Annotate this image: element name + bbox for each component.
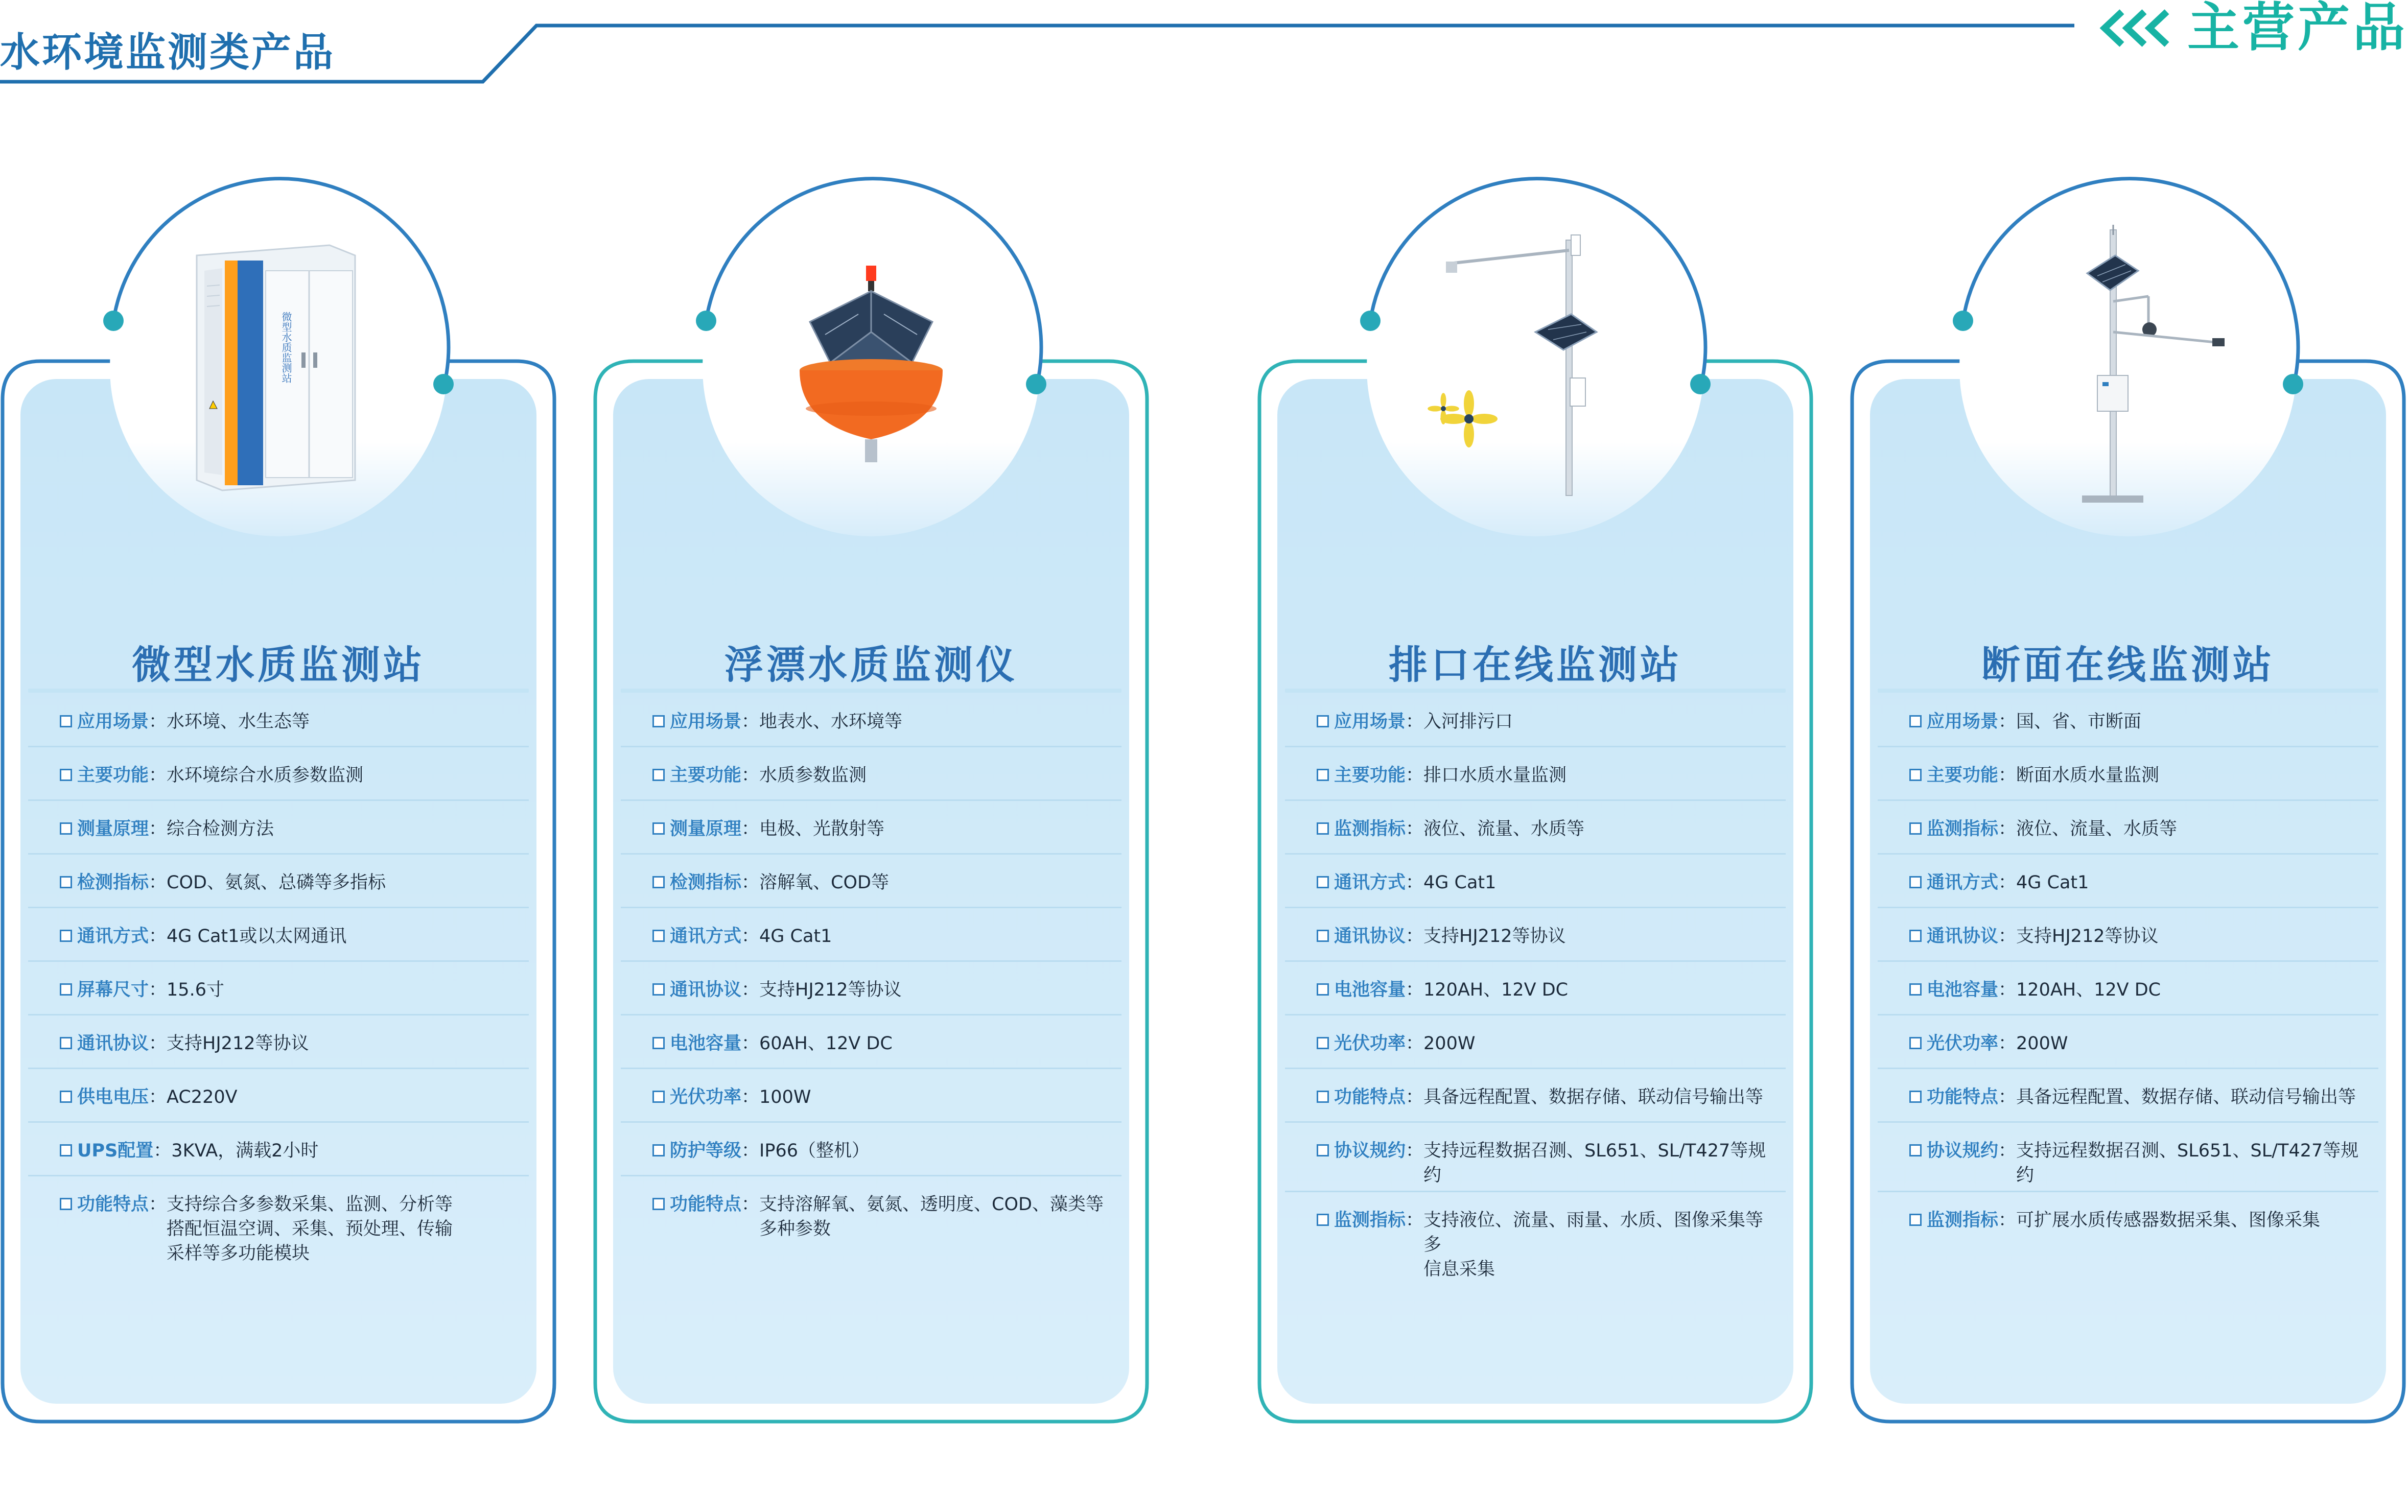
buoy-icon: [769, 255, 973, 480]
spec-value: 支持液位、流量、雨量、水质、图像采集等多 信息采集: [1423, 1210, 1764, 1280]
spec-value: 支持溶解氧、氨氮、透明度、COD、藻类等 多种参数: [759, 1194, 1104, 1239]
spec-key: 主要功能: [1334, 765, 1406, 786]
title-divider: [1285, 689, 1786, 693]
spec-row: [28, 1123, 529, 1176]
spec-separator: ：: [1406, 872, 1424, 893]
spec-row: [1285, 694, 1786, 747]
title-divider: [621, 689, 1121, 693]
checkbox-icon: [1317, 930, 1329, 942]
checkbox-icon: [60, 876, 72, 888]
spec-value: 4G Cat1或以太网通讯: [167, 926, 347, 947]
spec-separator: ：: [1998, 872, 2017, 893]
spec-separator: ：: [153, 1141, 172, 1161]
spec-separator: ：: [1406, 1033, 1424, 1054]
spec-key: 光伏功率: [1334, 1033, 1406, 1054]
checkbox-icon: [1317, 769, 1329, 781]
spec-value: COD、氨氮、总磷等多指标: [167, 872, 386, 893]
spec-value: 支持HJ212等协议: [167, 1033, 309, 1054]
checkbox-icon: [1909, 1214, 1922, 1226]
spec-list: [1285, 694, 1786, 1285]
spec-key: 检测指标: [670, 872, 742, 893]
spec-separator: ：: [741, 819, 760, 839]
spec-value: 4G Cat1: [759, 926, 832, 947]
checkbox-icon: [1317, 876, 1329, 888]
spec-key: 防护等级: [670, 1141, 742, 1161]
spec-key: 光伏功率: [1927, 1033, 1999, 1054]
spec-value: 水环境综合水质参数监测: [167, 765, 364, 786]
spec-key: 监测指标: [1334, 1210, 1406, 1231]
spec-value: 200W: [2016, 1033, 2068, 1054]
title-divider: [28, 689, 529, 693]
spec-key: 应用场景: [1334, 712, 1406, 732]
spec-key: 主要功能: [1927, 765, 1999, 786]
checkbox-icon: [60, 930, 72, 942]
checkbox-icon: [1317, 1214, 1329, 1226]
spec-value: 液位、流量、水质等: [1423, 819, 1585, 839]
spec-row: [1878, 747, 2378, 801]
brand-title: 主营产品: [2187, 0, 2408, 58]
spec-value: 入河排污口: [1423, 712, 1513, 732]
spec-value: 支持远程数据召测、SL651、SL/T427等规约: [1423, 1141, 1766, 1186]
spec-row: [1285, 908, 1786, 962]
spec-value: 综合检测方法: [167, 819, 274, 839]
spec-key: 通讯方式: [670, 926, 742, 947]
spec-key: 应用场景: [77, 712, 149, 732]
spec-value: 支持HJ212等协议: [2016, 926, 2159, 947]
spec-row: [621, 1123, 1121, 1176]
spec-value: 排口水质水量监测: [1423, 765, 1567, 786]
spec-row: [1285, 801, 1786, 855]
spec-row: [621, 962, 1121, 1015]
spec-row: [1285, 1192, 1786, 1285]
spec-value: AC220V: [167, 1087, 238, 1107]
checkbox-icon: [60, 715, 72, 727]
spec-separator: ：: [149, 1194, 167, 1215]
spec-value: 支持HJ212等协议: [1423, 926, 1566, 947]
checkbox-icon: [652, 930, 665, 942]
spec-row: [621, 801, 1121, 855]
product-image: [1367, 199, 1704, 536]
spec-key: 协议规约: [1927, 1141, 1999, 1161]
spec-list: [1878, 694, 2378, 1246]
spec-key: 功能特点: [1334, 1087, 1406, 1107]
spec-row: [28, 908, 529, 962]
checkbox-icon: [60, 1144, 72, 1156]
spec-key: 功能特点: [77, 1194, 149, 1215]
spec-key: 通讯方式: [77, 926, 149, 947]
checkbox-icon: [60, 1198, 72, 1210]
card-title: 排口在线监测站: [1389, 642, 1682, 688]
spec-key: 监测指标: [1334, 819, 1406, 839]
checkbox-icon: [1909, 822, 1922, 835]
spec-row: [1878, 694, 2378, 747]
spec-row: [1878, 908, 2378, 962]
spec-value: 60AH、12V DC: [759, 1033, 893, 1054]
spec-value: 15.6寸: [167, 980, 224, 1000]
svg-text:微型水质监测站: 微型水质监测站: [280, 312, 292, 383]
spec-key: 通讯协议: [1927, 926, 1999, 947]
checkbox-icon: [652, 876, 665, 888]
spec-key: 测量原理: [77, 819, 149, 839]
spec-key: 功能特点: [1927, 1087, 1999, 1107]
spec-row: [1878, 801, 2378, 855]
checkbox-icon: [1909, 983, 1922, 996]
checkbox-icon: [1909, 1091, 1922, 1103]
page-title: 水环境监测类产品: [0, 30, 336, 76]
spec-row: [28, 747, 529, 801]
spec-separator: ：: [1998, 1210, 2017, 1231]
checkbox-icon: [652, 769, 665, 781]
checkbox-icon: [1317, 1037, 1329, 1049]
spec-list: [621, 694, 1121, 1244]
spec-row: [28, 855, 529, 908]
spec-separator: ：: [1998, 1033, 2017, 1054]
spec-separator: ：: [1406, 926, 1424, 947]
spec-value: 120AH、12V DC: [1423, 980, 1569, 1000]
spec-row: [1285, 962, 1786, 1015]
checkbox-icon: [652, 983, 665, 996]
spec-separator: ：: [741, 926, 760, 947]
product-image: [110, 199, 447, 536]
spec-value: 具备远程配置、数据存储、联动信号输出等: [2016, 1087, 2356, 1107]
product-image: [1959, 199, 2297, 536]
spec-value: 水质参数监测: [759, 765, 867, 786]
spec-row: [28, 1069, 529, 1123]
spec-separator: ：: [149, 980, 167, 1000]
spec-key: 监测指标: [1927, 1210, 1999, 1231]
spec-value: 3KVA，满载2小时: [171, 1141, 319, 1161]
spec-value: 120AH、12V DC: [2016, 980, 2161, 1000]
title-divider: [1878, 689, 2378, 693]
spec-value: 电极、光散射等: [759, 819, 885, 839]
spec-value: 断面水质水量监测: [2016, 765, 2160, 786]
spec-key: 测量原理: [670, 819, 742, 839]
spec-row: [1878, 855, 2378, 908]
product-card: [1257, 0, 1814, 1430]
spec-separator: ：: [741, 1087, 760, 1107]
outlet-pole-icon: [1418, 225, 1653, 511]
spec-separator: ：: [149, 926, 167, 947]
spec-value: 200W: [1423, 1033, 1476, 1054]
spec-separator: ：: [1406, 980, 1424, 1000]
spec-key: 电池容量: [1334, 980, 1406, 1000]
card-title: 浮漂水质监测仪: [724, 642, 1018, 688]
spec-row: [1878, 1015, 2378, 1069]
spec-list: [28, 694, 529, 1269]
checkbox-icon: [1909, 876, 1922, 888]
product-card: [593, 0, 1150, 1430]
spec-row: [28, 1176, 529, 1269]
spec-value: 支持远程数据召测、SL651、SL/T427等规约: [2016, 1141, 2359, 1186]
spec-key: 光伏功率: [670, 1087, 742, 1107]
spec-key: 应用场景: [1927, 712, 1999, 732]
product-card: [0, 0, 557, 1430]
spec-key: 供电电压: [77, 1087, 149, 1107]
spec-value: 具备远程配置、数据存储、联动信号输出等: [1423, 1087, 1764, 1107]
checkbox-icon: [60, 983, 72, 996]
spec-key: 通讯方式: [1927, 872, 1999, 893]
spec-value: 国、省、市断面: [2016, 712, 2142, 732]
spec-separator: ：: [1998, 926, 2017, 947]
spec-row: [621, 747, 1121, 801]
checkbox-icon: [1909, 715, 1922, 727]
spec-separator: ：: [1406, 1087, 1424, 1107]
spec-separator: ：: [1406, 819, 1424, 839]
product-card: [1850, 0, 2406, 1430]
spec-key: 通讯协议: [670, 980, 742, 1000]
product-image: [703, 199, 1040, 536]
spec-separator: ：: [149, 1087, 167, 1107]
spec-key: 电池容量: [1927, 980, 1999, 1000]
spec-separator: ：: [149, 765, 167, 786]
spec-row: [28, 962, 529, 1015]
spec-value: 液位、流量、水质等: [2016, 819, 2178, 839]
checkbox-icon: [652, 715, 665, 727]
spec-key: 电池容量: [670, 1033, 742, 1054]
checkbox-icon: [1317, 715, 1329, 727]
card-title: 微型水质监测站: [132, 642, 425, 688]
spec-row: [621, 908, 1121, 962]
spec-key: UPS配置: [77, 1141, 154, 1161]
spec-value: 可扩展水质传感器数据采集、图像采集: [2016, 1210, 2321, 1231]
spec-key: 主要功能: [670, 765, 742, 786]
checkbox-icon: [1317, 1144, 1329, 1156]
checkbox-icon: [1909, 769, 1922, 781]
section-pole-icon: [2010, 220, 2246, 516]
checkbox-icon: [1909, 930, 1922, 942]
checkbox-icon: [60, 1091, 72, 1103]
spec-separator: ：: [1998, 819, 2017, 839]
cabinet-icon: [176, 240, 381, 495]
spec-row: [28, 694, 529, 747]
spec-key: 主要功能: [77, 765, 149, 786]
spec-key: 屏幕尺寸: [77, 980, 149, 1000]
checkbox-icon: [60, 1037, 72, 1049]
spec-separator: ：: [1406, 1141, 1424, 1161]
spec-key: 功能特点: [670, 1194, 742, 1215]
spec-separator: ：: [1998, 980, 2017, 1000]
spec-separator: ：: [149, 712, 167, 732]
spec-separator: ：: [1998, 712, 2017, 732]
spec-value: 支持综合多参数采集、监测、分析等 搭配恒温空调、采集、预处理、传输 采样等多功能模块: [167, 1194, 453, 1264]
checkbox-icon: [652, 1037, 665, 1049]
spec-row: [621, 1015, 1121, 1069]
checkbox-icon: [1317, 822, 1329, 835]
spec-separator: ：: [1998, 1087, 2017, 1107]
spec-separator: ：: [149, 819, 167, 839]
spec-row: [621, 694, 1121, 747]
spec-value: 4G Cat1: [2016, 872, 2089, 893]
spec-row: [1285, 747, 1786, 801]
checkbox-icon: [1317, 1091, 1329, 1103]
spec-key: 应用场景: [670, 712, 742, 732]
spec-separator: ：: [741, 1194, 760, 1215]
spec-key: 通讯协议: [1334, 926, 1406, 947]
checkbox-icon: [652, 1091, 665, 1103]
spec-separator: ：: [741, 1033, 760, 1054]
spec-row: [621, 855, 1121, 908]
spec-row: [621, 1069, 1121, 1123]
spec-key: 监测指标: [1927, 819, 1999, 839]
spec-row: [1878, 1192, 2378, 1246]
spec-value: 水环境、水生态等: [167, 712, 310, 732]
spec-value: 溶解氧、COD等: [759, 872, 889, 893]
spec-row: [621, 1176, 1121, 1244]
spec-separator: ：: [741, 712, 760, 732]
checkbox-icon: [60, 822, 72, 835]
spec-value: 100W: [759, 1087, 811, 1107]
spec-row: [1878, 1069, 2378, 1123]
spec-separator: ：: [741, 872, 760, 893]
spec-row: [1878, 962, 2378, 1015]
spec-value: IP66（整机）: [759, 1141, 870, 1161]
spec-separator: ：: [741, 980, 760, 1000]
spec-separator: ：: [1406, 1210, 1424, 1231]
spec-separator: ：: [741, 1141, 760, 1161]
checkbox-icon: [652, 1198, 665, 1210]
spec-key: 协议规约: [1334, 1141, 1406, 1161]
card-title: 断面在线监测站: [1981, 642, 2275, 688]
spec-value: 地表水、水环境等: [759, 712, 903, 732]
checkbox-icon: [1909, 1037, 1922, 1049]
spec-value: 支持HJ212等协议: [759, 980, 902, 1000]
spec-separator: ：: [1406, 765, 1424, 786]
checkbox-icon: [652, 1144, 665, 1156]
spec-key: 通讯方式: [1334, 872, 1406, 893]
spec-separator: ：: [1998, 765, 2017, 786]
spec-separator: ：: [149, 1033, 167, 1054]
spec-separator: ：: [1406, 712, 1424, 732]
spec-row: [1285, 1069, 1786, 1123]
checkbox-icon: [1909, 1144, 1922, 1156]
checkbox-icon: [60, 769, 72, 781]
checkbox-icon: [1317, 983, 1329, 996]
spec-key: 通讯协议: [77, 1033, 149, 1054]
spec-key: 检测指标: [77, 872, 149, 893]
checkbox-icon: [652, 822, 665, 835]
spec-separator: ：: [741, 765, 760, 786]
spec-separator: ：: [149, 872, 167, 893]
spec-row: [28, 1015, 529, 1069]
spec-row: [28, 801, 529, 855]
spec-row: [1285, 1123, 1786, 1192]
spec-separator: ：: [1998, 1141, 2017, 1161]
spec-row: [1285, 1015, 1786, 1069]
spec-value: 4G Cat1: [1423, 872, 1497, 893]
spec-row: [1285, 855, 1786, 908]
spec-row: [1878, 1123, 2378, 1192]
